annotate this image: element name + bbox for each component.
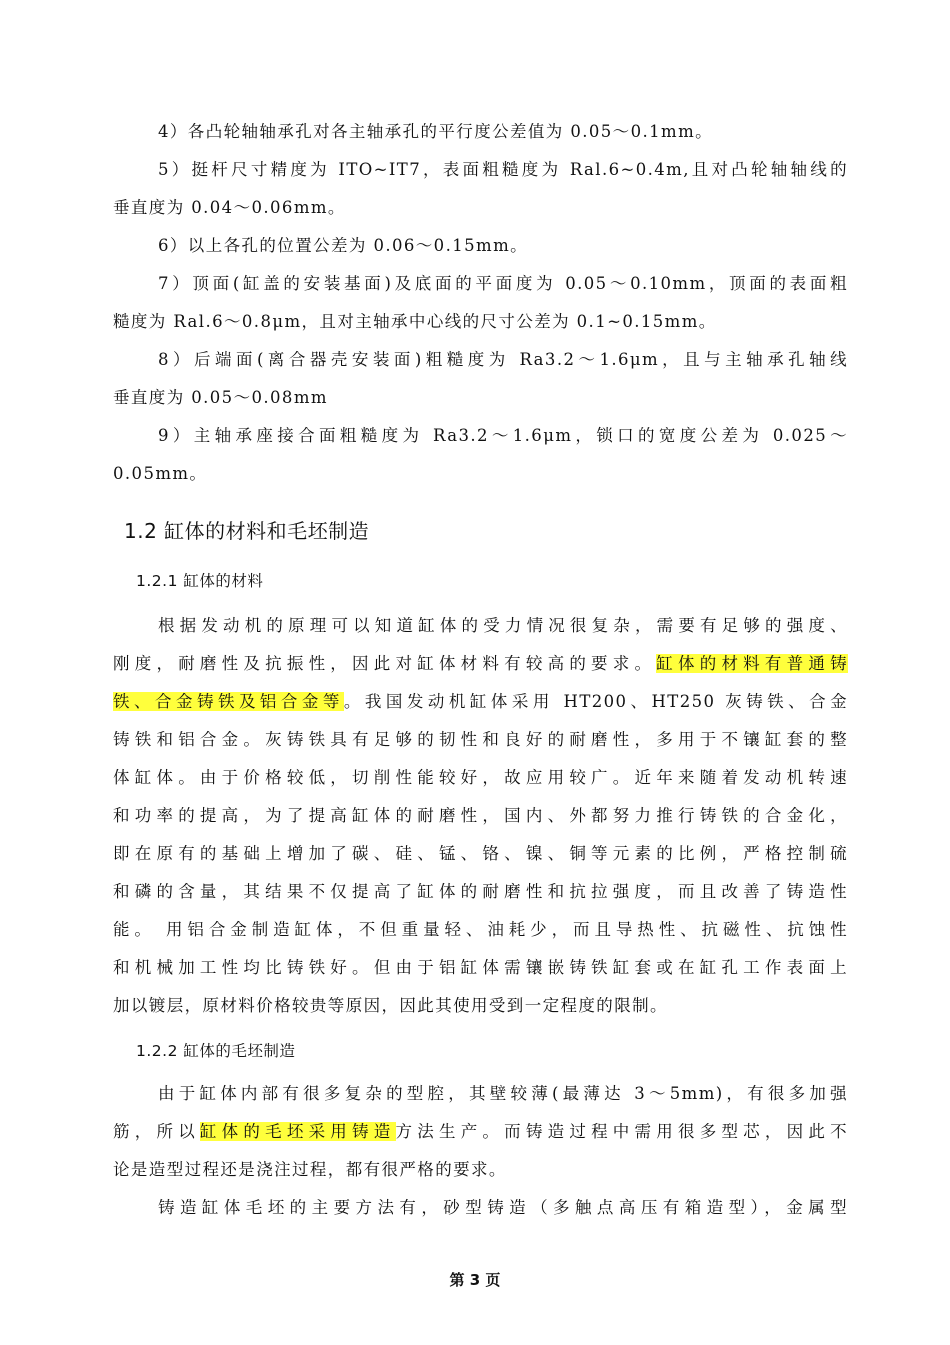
casting-paragraph-line2 <box>113 1120 848 1144</box>
text-span: 筋，所以 <box>113 1122 200 1141</box>
highlighted-text: 缸体的材料有普通铸 <box>656 654 848 673</box>
materials-paragraph-line1: 根据发动机的原理可以知道缸体的受力情况很复杂，需要有足够的强度、 <box>158 616 848 635</box>
list-item-5-line1: 5）挺杆尺寸精度为 ITO~IT7，表面粗糙度为 Ral.6~0.4m,且对凸轮轴轴线的 <box>158 160 848 179</box>
casting-paragraph-line1: 由于缸体内部有很多复杂的型腔，其壁较薄(最薄达 3～5mm)，有很多加强 <box>158 1084 848 1103</box>
subsection-heading-blank-casting: 1.2.2 缸体的毛坯制造 <box>136 1042 296 1060</box>
list-item-6: 6）以上各孔的位置公差为 0.06～0.15mm。 <box>158 236 529 255</box>
materials-paragraph-line9: 能。 用铝合金制造缸体，不但重量轻、油耗少，而且导热性、抗磁性、抗蚀性 <box>113 920 848 939</box>
text-span: 刚度，耐磨性及抗振性，因此对缸体材料有较高的要求。 <box>113 654 657 673</box>
subsection-heading-materials: 1.2.1 缸体的材料 <box>136 572 264 590</box>
list-item-7-line2: 糙度为 Ral.6～0.8μm，且对主轴承中心线的尺寸公差为 0.1~0.15mm。 <box>113 312 717 331</box>
materials-paragraph-line10: 和机械加工性均比铸铁好。但由于铝缸体需镶嵌铸铁缸套或在缸孔工作表面上 <box>113 958 848 977</box>
materials-paragraph-line11: 加以镀层，原材料价格较贵等原因，因此其使用受到一定程度的限制。 <box>113 996 668 1015</box>
casting-paragraph-line4: 铸造缸体毛坯的主要方法有，砂型铸造（多触点高压有箱造型），金属型 <box>158 1198 848 1217</box>
list-item-8-line2: 垂直度为 0.05～0.08mm <box>113 388 328 407</box>
materials-paragraph-line7: 即在原有的基础上增加了碳、硅、锰、铬、镍、铜等元素的比例，严格控制硫 <box>113 844 848 863</box>
materials-paragraph-line4: 铸铁和铝合金。灰铸铁具有足够的韧性和良好的耐磨性，多用于不镶缸套的整 <box>113 730 848 749</box>
materials-paragraph-line2 <box>113 652 848 676</box>
highlighted-text: 缸体的毛坯采用铸造 <box>199 1122 396 1141</box>
materials-paragraph-line6: 和功率的提高，为了提高缸体的耐磨性，国内、外都努力推行铸铁的合金化， <box>113 806 848 825</box>
list-item-4: 4）各凸轮轴轴承孔对各主轴承孔的平行度公差值为 0.05～0.1mm。 <box>158 122 714 141</box>
list-item-9-line2: 0.05mm。 <box>113 464 208 483</box>
list-item-8-line1: 8）后端面(离合器壳安装面)粗糙度为 Ra3.2～1.6μm，且与主轴承孔轴线 <box>158 350 848 369</box>
section-heading: 1.2 缸体的材料和毛坯制造 <box>124 519 370 543</box>
page-number: 第 3 页 <box>449 1271 501 1289</box>
text-span: 。我国发动机缸体采用 HT200、HT250 灰铸铁、合金 <box>343 692 848 711</box>
list-item-9-line1: 9）主轴承座接合面粗糙度为 Ra3.2～1.6μm，锁口的宽度公差为 0.025～ <box>158 426 848 445</box>
casting-paragraph-line3: 论是造型过程还是浇注过程，都有很严格的要求。 <box>113 1160 507 1179</box>
list-item-7-line1: 7）顶面(缸盖的安装基面)及底面的平面度为 0.05～0.10mm，顶面的表面粗 <box>158 274 848 293</box>
materials-paragraph-line8: 和磷的含量，其结果不仅提高了缸体的耐磨性和抗拉强度，而且改善了铸造性 <box>113 882 848 901</box>
materials-paragraph-line3 <box>113 690 848 714</box>
highlighted-text: 铁、合金铸铁及铝合金等 <box>113 692 344 711</box>
text-span: 方法生产。而铸造过程中需用很多型芯，因此不 <box>395 1122 848 1141</box>
list-item-5-line2: 垂直度为 0.04～0.06mm。 <box>113 198 346 217</box>
materials-paragraph-line5: 体缸体。由于价格较低，切削性能较好，故应用较广。近年来随着发动机转速 <box>113 768 848 787</box>
